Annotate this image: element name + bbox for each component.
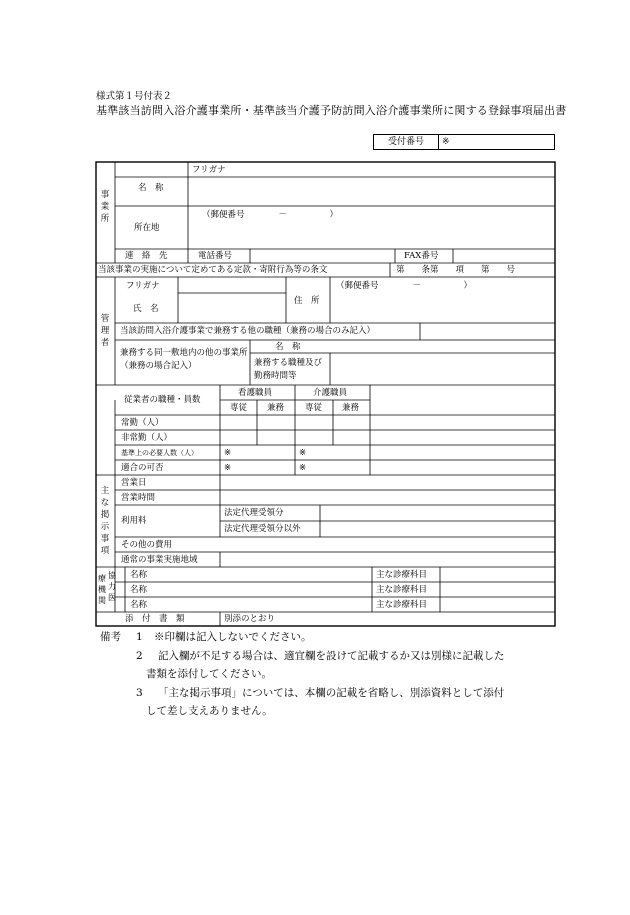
remark-1-no: 1 (136, 631, 143, 643)
notice-other-fees: その他の費用 (121, 540, 173, 550)
notice-fee-non-legal: 法定代理受領分以外 (224, 524, 301, 534)
remark-3-line-2: して差し支えありません。 (146, 705, 273, 717)
medical-name-1: 名称 (130, 570, 148, 580)
staff-row-fulltime: 常勤（人） (121, 418, 164, 428)
office-postal: （郵便番号 － ） (202, 210, 339, 220)
form-number: 様式第１号付表２ (96, 91, 173, 102)
remark-2-line-1: 記入欄が不足する場合は、適宜欄を設けて記載するか又は別様に記載した (158, 650, 505, 662)
office-name-label: 名 称 (138, 183, 164, 193)
remark-2-no: 2 (136, 650, 143, 662)
office-fax-label: FAX番号 (404, 251, 439, 261)
medical-name-2: 名称 (130, 585, 148, 595)
remarks-label: 備考 (100, 631, 121, 643)
manager-section-label: 管理者 (100, 314, 110, 348)
mark-required-nurse: ※ (224, 448, 232, 458)
attachments-value: 別添のとおり (224, 614, 276, 624)
medical-section-label-a: 協力医 (108, 571, 116, 602)
staff-header: 従業者の職種・員数 (124, 395, 201, 405)
office-furigana-label: フリガナ (192, 165, 226, 175)
manager-other-job-label: 兼務する職種及び勤務時間等 (254, 358, 323, 381)
medical-dept-3: 主な診療科目 (376, 600, 428, 610)
articles-value: 第 条第 項 第 号 (396, 265, 516, 275)
manager-concurrent-label: 当該訪問入浴介護事業で兼務する他の職種（兼務の場合のみ記入） (120, 326, 376, 336)
manager-other-name-label: 名 称 (275, 342, 301, 352)
manager-other-office-label: 兼務する同一敷地内の他の事業所（兼務の場合記入） (120, 348, 248, 371)
office-section-label: 事業所 (100, 190, 110, 224)
reception-label: 受付番号 (374, 135, 439, 149)
manager-furigana-label: フリガナ (126, 281, 160, 291)
staff-care-label: 介護職員 (313, 388, 348, 398)
staff-care-concurrent: 兼務 (342, 403, 360, 413)
attachments-label: 添 付 書 類 (125, 614, 185, 624)
articles-label: 当該事業の実施について定めてある定款・寄附行為等の条文 (98, 265, 328, 275)
mark-compliance-nurse: ※ (224, 463, 232, 473)
mark-compliance-care: ※ (299, 463, 307, 473)
mark-required-care: ※ (299, 448, 307, 458)
manager-name-label: 氏 名 (133, 304, 159, 314)
staff-row-required: 基準上の必要人数（人） (121, 449, 198, 457)
notice-fees: 利用料 (121, 516, 147, 526)
remark-1-line-1: ※印欄は記入しないでください。 (154, 631, 312, 643)
reception-mark: ※ (442, 137, 450, 147)
office-phone-label: 電話番号 (198, 251, 233, 261)
form-title: 基準該当訪問入浴介護事業所・基準該当介護予防訪問入浴介護事業所に関する登録事項届出書 (96, 104, 567, 117)
staff-care-fulltime: 専従 (305, 403, 323, 413)
medical-name-3: 名称 (130, 600, 148, 610)
remark-3-no: 3 (136, 687, 143, 699)
staff-row-parttime: 非常勤（人） (121, 433, 173, 443)
manager-postal: （郵便番号 － ） (336, 281, 473, 291)
manager-address-label: 住 所 (294, 296, 320, 306)
office-contact-label: 連 絡 先 (125, 251, 168, 261)
staff-row-compliance: 適合の可否 (121, 463, 164, 473)
medical-dept-2: 主な診療科目 (376, 585, 428, 595)
medical-dept-1: 主な診療科目 (376, 570, 428, 580)
staff-nurse-concurrent: 兼務 (267, 403, 285, 413)
notice-area: 通常の事業実施地域 (121, 555, 198, 565)
notice-fee-legal: 法定代理受領分 (224, 508, 284, 518)
staff-nurse-fulltime: 専従 (230, 403, 248, 413)
notice-business-hours: 営業時間 (121, 493, 156, 503)
staff-nurse-label: 看護職員 (238, 388, 273, 398)
notice-section-label: 主な掲示事項 (100, 486, 110, 556)
remark-2-line-2: 書類を添付してください。 (146, 668, 272, 680)
office-address-label: 所在地 (134, 223, 160, 233)
medical-section-label-b: 療機関 (98, 574, 106, 605)
notice-business-days: 営業日 (121, 478, 147, 488)
remark-3-line-1: 「主な掲示事項」については、本欄の記載を省略し、別添資料として添付 (158, 687, 505, 699)
